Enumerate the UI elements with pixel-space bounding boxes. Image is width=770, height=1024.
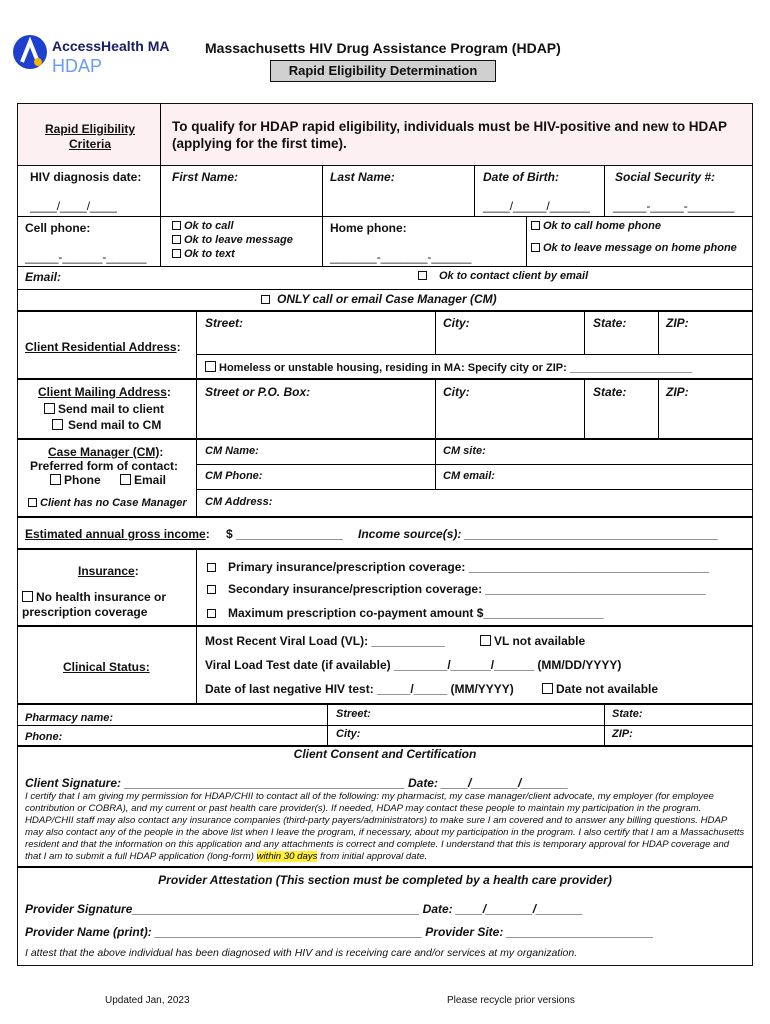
hiv-diagnosis-date-label: HIV diagnosis date:: [30, 170, 142, 184]
ssn-field[interactable]: _____-_____-_______: [613, 199, 735, 213]
ok-to-call-checkbox[interactable]: [172, 220, 234, 232]
hiv-diagnosis-date-field[interactable]: ____/____/____: [30, 199, 117, 213]
no-insurance-checkbox[interactable]: [22, 590, 192, 620]
send-mail-client-checkbox[interactable]: [44, 402, 164, 416]
logo-icon: [12, 34, 48, 72]
deadline-highlight: within 30 days: [256, 851, 318, 862]
criteria-label: Rapid Eligibility Criteria: [44, 122, 135, 151]
mailing-zip-field[interactable]: ZIP:: [666, 385, 689, 399]
cm-email-field[interactable]: CM email:: [443, 470, 495, 482]
email-field[interactable]: Email:: [25, 270, 62, 284]
prefer-phone-label: Phone: [64, 473, 101, 487]
checkbox-icon: [44, 403, 55, 414]
income-label: Estimated annual gross income:: [25, 527, 210, 541]
send-mail-cm-label: Send mail to CM: [68, 418, 162, 432]
preferred-contact-label: Preferred form of contact:: [30, 459, 179, 473]
footer-updated: Updated Jan, 2023: [105, 995, 190, 1006]
pharmacy-phone-field[interactable]: Phone:: [25, 731, 63, 743]
cell-phone-label: Cell phone:: [25, 221, 91, 235]
vl-not-available-label: VL not available: [494, 634, 586, 648]
page-title: Massachusetts HIV Drug Assistance Program (HDAP): [205, 40, 561, 56]
ok-to-leave-message-label: Ok to leave message: [184, 234, 293, 246]
footer-recycle: Please recycle prior versions: [447, 995, 575, 1006]
date-not-available-label: Date not available: [556, 682, 659, 696]
residential-address-label: Client Residential Address:: [25, 340, 181, 354]
mailing-city-field[interactable]: City:: [443, 385, 470, 399]
cell-phone-field[interactable]: _____-______-______: [25, 250, 147, 264]
only-cm-checkbox[interactable]: [261, 292, 497, 306]
checkbox-icon: [28, 498, 37, 507]
ok-to-call-home-checkbox[interactable]: [531, 220, 661, 232]
checkbox-icon: [172, 221, 181, 230]
mailing-address-label: Client Mailing Address:: [38, 385, 171, 399]
checkbox-icon: [172, 249, 181, 258]
negative-test-date-field[interactable]: Date of last negative HIV test: _____/_____ (MM/YYYY): [205, 682, 514, 696]
consent-paragraph: I certify that I am giving my permission for HDAP/CHII to contact all of the following: my pharmacist, my case manager/client advocate, my employer (for employee contribution or COBRA), and my current or past health care provider(s). If needed, HDAP may contact these people to maintain my participation in the program. HDAP/CHII staff may also contact any insurance companies (third-party payers/administrators) to make sure I am covered and to answer any billing questions. HDAP may also contact any of the people in the above list when I leave the program, if necessary, about my participation in the program. I also certify that I am a Massachusetts resident and that the information on this application and any attachments is correct and complete. I understand that this is temporary approval for HDAP coverage and that I am to submit a full HDAP application (long-form) within 30 days from initial approval date.: [25, 791, 745, 862]
date-of-birth-label: Date of Birth:: [483, 170, 559, 184]
prefer-email-checkbox[interactable]: [120, 473, 166, 487]
ok-contact-email-checkbox[interactable]: [418, 270, 588, 282]
checkbox-icon: [50, 474, 61, 485]
checkbox-icon: [22, 591, 33, 602]
no-case-manager-label: Client has no Case Manager: [40, 497, 187, 509]
mailing-street-field[interactable]: Street or P.O. Box:: [205, 385, 311, 399]
ok-to-leave-message-checkbox[interactable]: [172, 234, 293, 246]
first-name-field[interactable]: First Name:: [172, 170, 239, 184]
provider-attestation-text: I attest that the above individual has been diagnosed with HIV and is receiving care and/or services at my organization.: [25, 947, 578, 959]
last-name-field[interactable]: Last Name:: [330, 170, 395, 184]
mailing-state-field[interactable]: State:: [593, 385, 627, 399]
ok-to-text-label: Ok to text: [184, 248, 235, 260]
pharmacy-state-field[interactable]: State:: [612, 708, 643, 720]
income-field[interactable]: $ ________________: [226, 527, 343, 541]
checkbox-icon: [531, 221, 540, 230]
pharmacy-city-field[interactable]: City:: [336, 728, 361, 740]
prefer-phone-checkbox[interactable]: [50, 473, 101, 487]
date-not-available-checkbox[interactable]: [542, 682, 658, 696]
provider-name-field[interactable]: Provider Name (print): ________________________________________ Provider Site: ______________________: [25, 925, 654, 939]
case-manager-label: Case Manager (CM):: [48, 445, 164, 459]
residential-state-field[interactable]: State:: [593, 316, 627, 330]
home-phone-label: Home phone:: [330, 221, 407, 235]
secondary-insurance-field[interactable]: Secondary insurance/prescription coverage: _________________________________: [207, 582, 706, 596]
residential-city-field[interactable]: City:: [443, 316, 470, 330]
checkbox-icon: [480, 635, 491, 646]
only-cm-label: ONLY call or email Case Manager (CM): [277, 292, 497, 306]
checkbox-icon: [207, 585, 216, 594]
send-mail-client-label: Send mail to client: [58, 402, 165, 416]
pharmacy-zip-field[interactable]: ZIP:: [612, 728, 633, 740]
checkbox-icon: [207, 609, 216, 618]
viral-load-field[interactable]: Most Recent Viral Load (VL): ___________: [205, 634, 445, 648]
cm-phone-field[interactable]: CM Phone:: [205, 470, 263, 482]
checkbox-icon: [261, 295, 270, 304]
logo: [12, 34, 182, 78]
viral-load-date-field[interactable]: Viral Load Test date (if available) ________/______/______ (MM/DD/YYYY): [205, 658, 622, 672]
page-subtitle: Rapid Eligibility Determination: [270, 60, 496, 82]
homeless-label: Homeless or unstable housing, residing in MA: Specify city or ZIP: ____________________: [219, 362, 693, 374]
no-insurance-label: No health insurance or prescription coverage: [22, 590, 167, 619]
logo-sub: HDAP: [52, 56, 103, 76]
checkbox-icon: [542, 683, 553, 694]
clinical-status-label: Clinical Status:: [63, 660, 150, 674]
cm-address-field[interactable]: CM Address:: [205, 496, 273, 508]
checkbox-icon: [205, 361, 216, 372]
provider-title: Provider Attestation (This section must be completed by a health care provider): [158, 873, 612, 887]
date-of-birth-field[interactable]: ____/_____/______: [483, 199, 590, 213]
ok-to-leave-home-checkbox[interactable]: [531, 242, 737, 254]
ok-contact-email-label: Ok to contact client by email: [439, 270, 589, 282]
checkbox-icon: [172, 235, 181, 244]
ok-to-call-home-label: Ok to call home phone: [543, 220, 661, 232]
send-mail-cm-checkbox[interactable]: [52, 418, 161, 432]
checkbox-icon: [120, 474, 131, 485]
consent-title: Client Consent and Certification: [293, 747, 477, 761]
cm-site-field[interactable]: CM site:: [443, 445, 486, 457]
pharmacy-street-field[interactable]: Street:: [336, 708, 371, 720]
checkbox-icon: [418, 271, 427, 280]
homeless-checkbox[interactable]: [205, 361, 692, 374]
ok-to-leave-home-label: Ok to leave message on home phone: [543, 242, 737, 254]
residential-zip-field[interactable]: ZIP:: [666, 316, 689, 330]
primary-insurance-field[interactable]: Primary insurance/prescription coverage: ____________________________________: [207, 560, 709, 574]
cm-name-field[interactable]: CM Name:: [205, 445, 259, 457]
vl-not-available-checkbox[interactable]: [480, 634, 585, 648]
pharmacy-name-field[interactable]: Pharmacy name:: [25, 712, 114, 724]
checkbox-icon: [531, 243, 540, 252]
home-phone-field[interactable]: _______-_______-______: [330, 250, 472, 264]
prefer-email-label: Email: [134, 473, 167, 487]
residential-street-field[interactable]: Street:: [205, 316, 244, 330]
client-signature-field[interactable]: Client Signature: __________________________________________ Date: ____/_______/_______: [25, 776, 569, 790]
logo-text: AccessHealth MA: [52, 38, 170, 54]
insurance-label: Insurance:: [78, 564, 139, 578]
ssn-label: Social Security #:: [615, 170, 716, 184]
no-case-manager-checkbox[interactable]: [28, 497, 187, 509]
checkbox-icon: [52, 419, 63, 430]
criteria-text: To qualify for HDAP rapid eligibility, individuals must be HIV-positive and new to HDAP (applying for the first time).: [172, 119, 727, 151]
ok-to-call-label: Ok to call: [184, 220, 234, 232]
income-sources-field[interactable]: Income source(s): ______________________________________: [358, 527, 719, 541]
ok-to-text-checkbox[interactable]: [172, 248, 235, 260]
max-copay-field[interactable]: Maximum prescription co-payment amount $__________________: [207, 606, 604, 620]
checkbox-icon: [207, 563, 216, 572]
provider-signature-field[interactable]: Provider Signature___________________________________________ Date: ____/_______/_______: [25, 902, 583, 916]
